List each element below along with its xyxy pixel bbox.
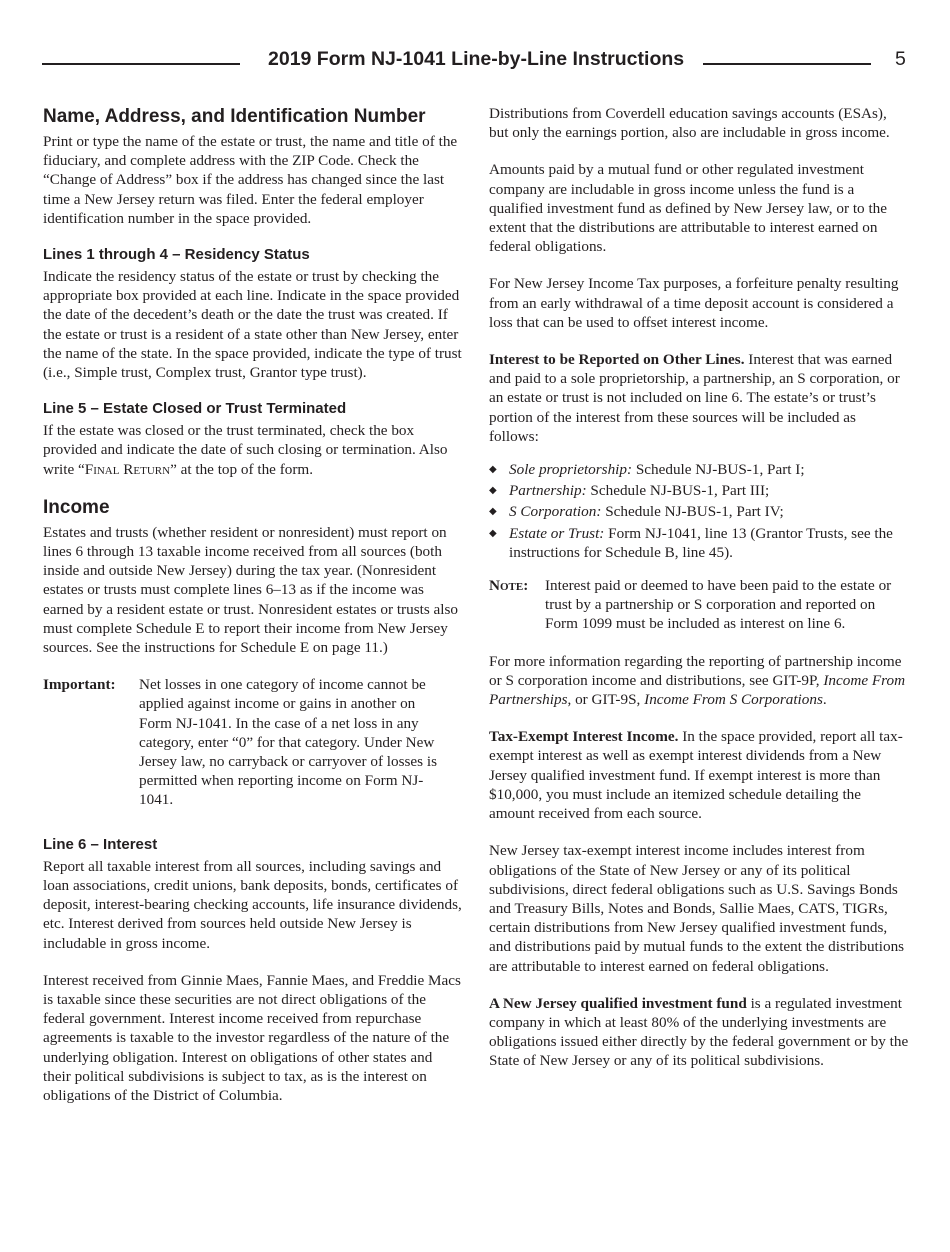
paragraph-income: Estates and trusts (whether resident or nonresident) must report on lines 6 through 13 taxable income received from all sources (both inside and outside New Jersey) during the tax year. (Nonresident estates or trusts must complete lines 6–13 as if the income was earned by a resident estate or trust. Nonresident estates or trusts also must complete Schedule E to report their income from New Jersey sources. See the instructions for Schedule E on page 11.) [43,523,459,657]
reporting-list [489,460,909,562]
important-callout [43,675,463,809]
page-header [0,46,950,76]
diamond-bullet-icon: ◆ [489,464,497,476]
list-item: ◆ Estate or Trust: Form NJ-1041, line 13 (Grantor Trusts, see the instructions for Schedule B, line 45). [489,524,893,561]
important-text: Net losses in one category of income cannot be applied against income or gains in another on Form NJ-1041. In the case of a net loss in any category, enter “0” for that category. Under New Jersey law, no carryback or carryover of losses is permitted when reporting income on Form NJ-1041. [139,676,438,809]
paragraph-qualified-fund: A New Jersey qualified investment fund is a regulated investment company in which at least 80% of the underlying investments are obligations issued either directly by the federal government or by the State of New Jersey or any of its political subdivisions. [489,994,909,1070]
right-column [489,104,909,1089]
left-column [43,100,463,1123]
paragraph-forfeiture: For New Jersey Income Tax purposes, a forfeiture penalty resulting from an early withdrawal of a time deposit account is considered a loss that can be used to offset interest income. [489,275,899,331]
list-item: ◆ Sole proprietorship: Schedule NJ-BUS-1, Part I; [489,461,805,479]
paragraph-coverdell: Distributions from Coverdell education savings accounts (ESAs), but only the earnings portion, also are includable in gross income. [489,105,890,142]
section-heading-estate-closed: Line 5 – Estate Closed or Trust Terminated [43,400,347,418]
header-rule-left [42,63,240,65]
note-label: Note: [489,577,529,595]
section-heading-interest: Line 6 – Interest [43,835,158,853]
section-heading-residency: Lines 1 through 4 – Residency Status [43,246,310,264]
paragraph-tax-exempt: Tax-Exempt Interest Income. In the space provided, report all tax-exempt interest as well as exempt interest dividends from a New Jersey qualified investment fund. If exempt interest is more than $10,000, you must include an itemized schedule detailing the amount received from each source. [489,728,903,823]
paragraph-interest-2: Interest received from Ginnie Maes, Fannie Maes, and Freddie Macs is taxable since these securities are not direct obligations of the federal government. Interest income received from repurchase agreements is taxable to the investor regardless of the nature of the underlying obligation. Interest on obligations of other states and their political subdivisions is subject to tax, as is the interest on obligations of the District of Columbia. [43,971,461,1104]
paragraph-interest-1: Report all taxable interest from all sources, including savings and loan associations, credit unions, bank deposits, bonds, certificates of deposit, interest-bearing checking accounts, life insurance dividends, etc. Interest derived from sources held outside New Jersey is includable in gross income. [43,857,462,952]
paragraph-residency: Indicate the residency status of the estate or trust by checking the appropriate box provided at each line. Indicate in the space provided the date of the decedent’s death or the date the trust was created. If the estate or trust is a resident of a state other than New Jersey, enter the name of the state. In the space provided, indicate the type of trust (i.e., Simple trust, Complex trust, Grantor type trust). [43,268,462,382]
note-text: Interest paid or deemed to have been paid to the estate or trust by a partnership or S corporation and reported on Form 1099 must be included as interest on line 6. [545,577,892,633]
paragraph-estate-closed: If the estate was closed or the trust terminated, check the box provided and indicate the date of such closing or termination. Also write “Final Return” at the top of the form. [43,422,448,478]
header-rule-right [703,63,871,65]
paragraph-more-info: For more information regarding the reporting of partnership income or S corporation income and distributions, see GIT-9P, Income From Partnerships, or GIT-9S, Income From S Corporations. [489,652,906,709]
list-item: ◆ Partnership: Schedule NJ-BUS-1, Part III; [489,482,770,500]
paragraph-name-address: Print or type the name of the estate or trust, the name and title of the fiduciary, and complete address with the ZIP Code. Check the “Change of Address” box if the address has changed since the last time a New Jersey return was filed. Enter the federal employer identification number in the space provided. [43,133,458,227]
diamond-bullet-icon: ◆ [489,527,497,539]
section-heading-income: Income [43,496,110,518]
final-return-text: Final Return [84,460,171,478]
page-title: 2019 Form NJ-1041 Line-by-Line Instructions [268,48,685,70]
diamond-bullet-icon: ◆ [489,506,497,518]
list-item: ◆ S Corporation: Schedule NJ-BUS-1, Part IV; [489,503,784,521]
paragraph-nj-exempt-interest: New Jersey tax-exempt interest income includes interest from obligations of the State of New Jersey or any of its political subdivisions, direct federal obligations such as U.S. Savings Bonds and Treasury Bills, Notes and Bonds, Sallie Maes, CATS, TIGRs, certain distributions from New Jersey qualified investment funds, and distributions paid by mutual funds to the extent the distributions are attributable to interest earned on federal obligations. [489,842,905,975]
paragraph-mutual-fund: Amounts paid by a mutual fund or other regulated investment company are includable in gross income unless the fund is a qualified investment fund as defined by New Jersey law, or to the extent that the distributions are attributable to interest earned on federal obligations. [489,161,887,256]
paragraph-other-lines: Interest to be Reported on Other Lines. Interest that was earned and paid to a sole proprietorship, a partnership, an S corporation, or an estate or trust is not included on line 6. The estate’s or trust’s portion of the interest from these sources will be included as follows: [489,351,900,445]
page-number: 5 [895,48,906,70]
section-heading-name-address: Name, Address, and Identification Number [43,106,426,127]
note-callout [489,576,909,634]
diamond-bullet-icon: ◆ [489,485,497,497]
important-label: Important: [43,676,116,694]
